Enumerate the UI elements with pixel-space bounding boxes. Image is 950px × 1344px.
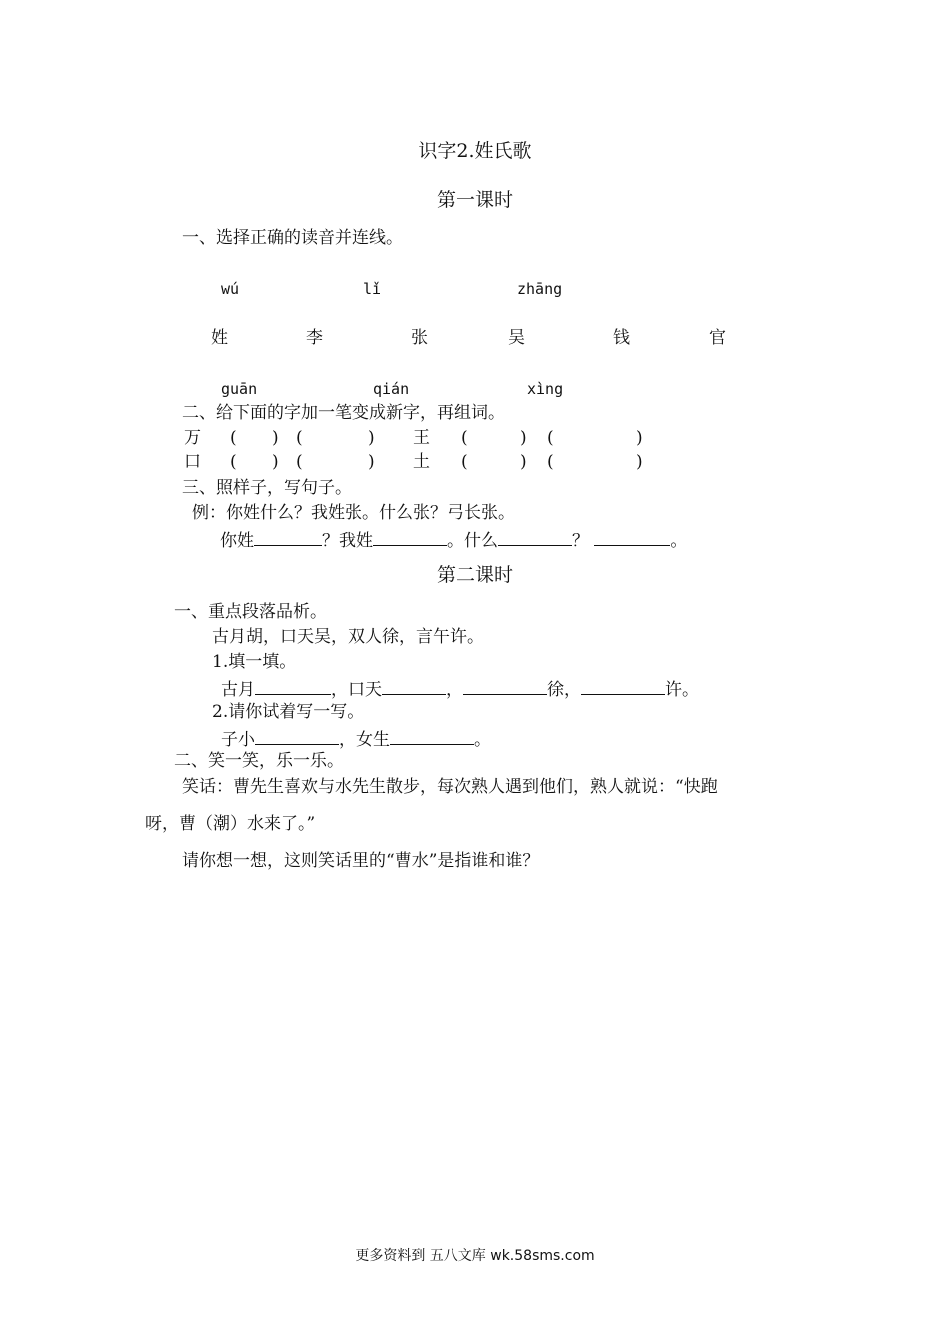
sentence-text: 你姓 <box>220 531 254 551</box>
char-zhang: 张 <box>411 328 428 348</box>
fill-text: ， <box>446 680 463 700</box>
pinyin-wu: wú <box>221 280 240 298</box>
joke-question: 请你想一想，这则笑话里的“曹水”是指谁和谁？ <box>182 851 540 871</box>
paren-close: ) <box>636 452 643 472</box>
l2-q1-label: 一、重点段落品析。 <box>174 602 327 622</box>
paren-open: ( <box>230 428 237 448</box>
write-text: ，女生 <box>339 730 390 750</box>
l2-q2-label: 二、笑一笑，乐一乐。 <box>174 751 344 771</box>
fill-text: 徐， <box>547 680 581 700</box>
fill-text: 古月 <box>221 680 255 700</box>
paren-close: ) <box>368 452 375 472</box>
sentence-text: 。什么 <box>447 531 498 551</box>
char-li: 李 <box>306 328 323 348</box>
paren-open: ( <box>230 452 237 472</box>
paren-open: ( <box>547 428 554 448</box>
blank-fill-2[interactable] <box>382 676 446 695</box>
blank-fill-1[interactable] <box>255 676 331 695</box>
paren-open: ( <box>461 452 468 472</box>
paren-close: ) <box>272 428 279 448</box>
paren-close: ) <box>368 428 375 448</box>
paren-open: ( <box>296 428 303 448</box>
fill-text: 许。 <box>665 680 699 700</box>
sentence-text: 。 <box>670 531 688 551</box>
q2-char-kou: 口 <box>184 452 201 472</box>
paren-open: ( <box>296 452 303 472</box>
blank-which[interactable] <box>498 527 572 546</box>
paren-close: ) <box>520 452 527 472</box>
lesson1-heading: 第一课时 <box>436 189 513 211</box>
blank-fill-4[interactable] <box>581 676 665 695</box>
l2-sub2: 2.请你试着写一写。 <box>212 702 365 722</box>
pinyin-xing: xìng <box>527 380 564 398</box>
blank-surname-2[interactable] <box>373 527 447 546</box>
char-xing: 姓 <box>211 328 228 348</box>
paren-open: ( <box>461 428 468 448</box>
paren-close: ) <box>272 452 279 472</box>
q1-label: 一、选择正确的读音并连线。 <box>182 228 403 248</box>
q3-example: 例：你姓什么？我姓张。什么张？弓长张。 <box>192 503 515 523</box>
write-text: 子小 <box>221 730 255 750</box>
blank-fill-3[interactable] <box>463 676 547 695</box>
blank-write-2[interactable] <box>390 726 474 745</box>
paren-close: ) <box>636 428 643 448</box>
sentence-text: ？ <box>572 531 589 551</box>
page-title: 识字2.姓氏歌 <box>418 140 532 162</box>
footer-watermark: 更多资料到 五八文库 wk.58sms.com <box>355 1248 595 1264</box>
q3-label: 三、照样子，写句子。 <box>182 478 352 498</box>
l2-fill-row <box>221 676 699 701</box>
q2-char-wan: 万 <box>184 428 201 448</box>
pinyin-guan: guān <box>221 380 258 398</box>
joke-line-2: 呀，曹（潮）水来了。” <box>145 814 316 834</box>
char-qian: 钱 <box>613 328 630 348</box>
lesson2-heading: 第二课时 <box>436 564 513 586</box>
blank-write-1[interactable] <box>255 726 339 745</box>
q3-sentence <box>220 527 687 552</box>
blank-surname-1[interactable] <box>254 527 322 546</box>
pinyin-qian: qián <box>373 380 410 398</box>
char-wu: 吴 <box>508 328 525 348</box>
l2-passage: 古月胡，口天吴，双人徐，言午许。 <box>212 627 484 647</box>
joke-line-1: 笑话：曹先生喜欢与水先生散步，每次熟人遇到他们，熟人就说：“快跑 <box>182 777 718 797</box>
q2-char-wang: 王 <box>413 428 430 448</box>
l2-sub1: 1.填一填。 <box>212 652 297 672</box>
paren-open: ( <box>547 452 554 472</box>
fill-text: ，口天 <box>331 680 382 700</box>
write-text: 。 <box>474 730 491 750</box>
q2-char-tu: 土 <box>413 452 430 472</box>
q2-label: 二、给下面的字加一笔变成新字，再组词。 <box>182 403 505 423</box>
char-guan: 官 <box>709 328 726 348</box>
sentence-text: ？我姓 <box>322 531 373 551</box>
paren-close: ) <box>520 428 527 448</box>
pinyin-li: lǐ <box>363 280 382 298</box>
blank-answer[interactable] <box>594 527 670 546</box>
pinyin-zhang: zhāng <box>517 280 563 298</box>
l2-write-row <box>221 726 491 751</box>
